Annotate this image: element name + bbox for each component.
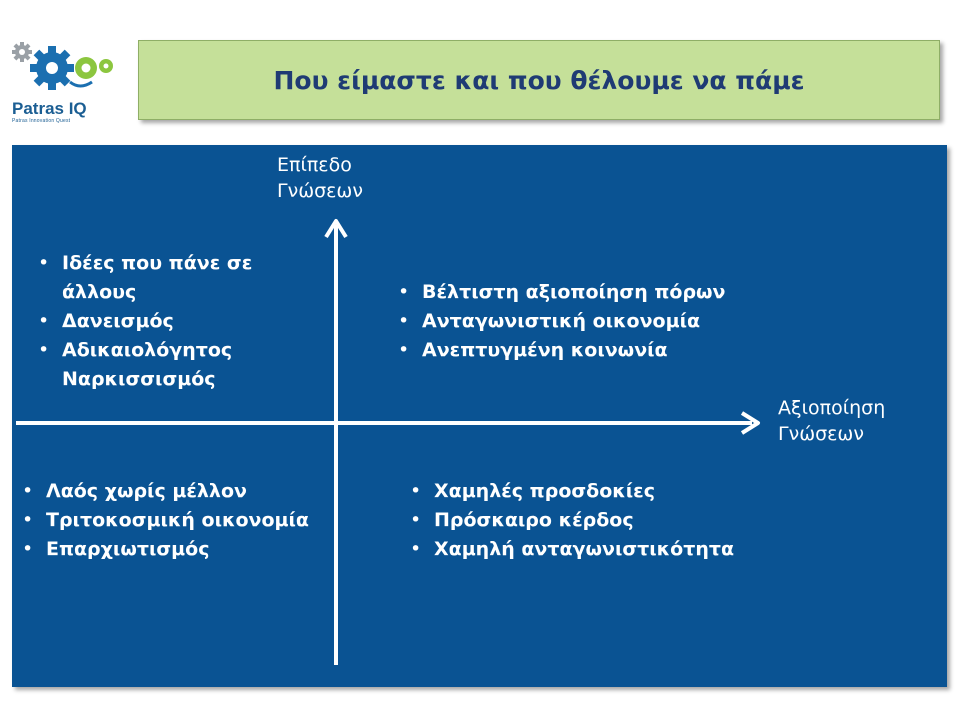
quadrant-bottom-left bbox=[16, 477, 336, 564]
list-item: • Χαμηλή ανταγωνιστικότητα bbox=[404, 535, 824, 564]
list-item: • Ανταγωνιστική οικονομία bbox=[392, 307, 812, 336]
logo-text: Patras IQ bbox=[12, 99, 87, 118]
gear-icon bbox=[8, 38, 118, 100]
quadrant-bottom-right bbox=[404, 477, 824, 564]
logo bbox=[8, 38, 118, 124]
logo-tagline: Patras Innovation Quest bbox=[12, 118, 71, 124]
list-item: • Πρόσκαιρο κέρδος bbox=[404, 506, 824, 535]
list-item: • Αδικαιολόγητος Ναρκισσισμός bbox=[32, 336, 302, 394]
list-item: • Λαός χωρίς μέλλον bbox=[16, 477, 336, 506]
quadrant-top-left bbox=[32, 249, 302, 394]
diagram-panel bbox=[12, 145, 947, 687]
y-axis-label: Επίπεδο Γνώσεων bbox=[277, 154, 363, 202]
gear-icon-small bbox=[12, 42, 32, 62]
list-item: • Δανεισμός bbox=[32, 307, 302, 336]
title-box bbox=[138, 40, 940, 120]
list-item: • Ανεπτυγμένη κοινωνία bbox=[392, 336, 812, 365]
x-axis-label: Αξιοποίηση Γνώσεων bbox=[778, 397, 886, 445]
page-title: Που είμαστε και που θέλουμε να πάμε bbox=[273, 65, 805, 95]
list-item: • Επαρχιωτισμός bbox=[16, 535, 336, 564]
quadrant-top-right bbox=[392, 278, 812, 365]
list-item: • Ιδέες που πάνε σε άλλους bbox=[32, 249, 302, 307]
list-item: • Χαμηλές προσδοκίες bbox=[404, 477, 824, 506]
list-item: • Βέλτιστη αξιοποίηση πόρων bbox=[392, 278, 812, 307]
list-item: • Τριτοκοσμική οικονομία bbox=[16, 506, 336, 535]
